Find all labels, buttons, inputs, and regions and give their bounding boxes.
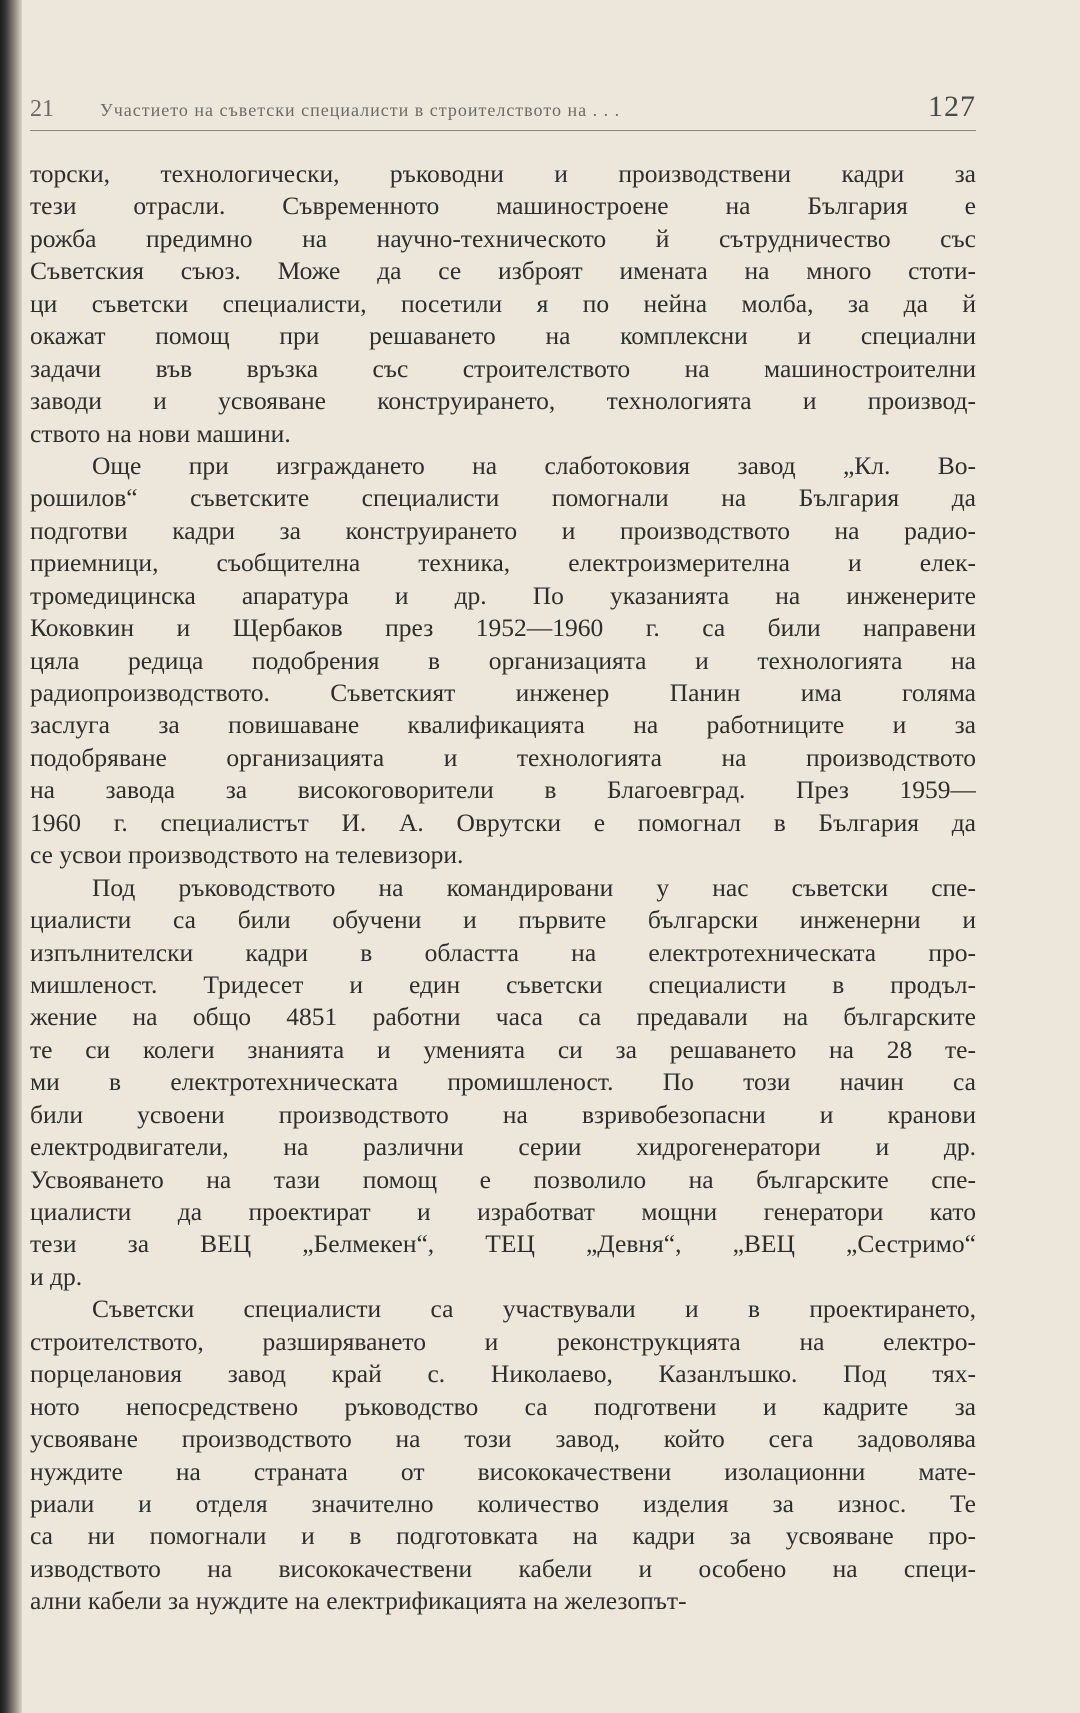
body-text [30, 158, 976, 1618]
text-line: те си колеги знанията и уменията си за решаването на 28 те- [30, 1034, 976, 1064]
text-line: рожба предимно на научно-техническото й сътрудничество със [30, 223, 976, 253]
text-line: порцелановия завод край с. Николаево, Казанлъшко. Под тях- [30, 1359, 976, 1389]
running-head [30, 90, 976, 126]
text-line: Усвояването на тази помощ е позволило на българските спе- [30, 1164, 976, 1194]
page-number: 127 [928, 90, 976, 123]
text-line: риали и отделя значително количество изделия за износ. Те [30, 1488, 976, 1518]
text-line: Още при изграждането на слаботоковия завод „Кл. Во- [92, 450, 976, 480]
paragraph [30, 450, 976, 872]
text-line: тези за ВЕЦ „Белмекен“, ТЕЦ „Девня“, „ВЕЦ „Сестримо“ [30, 1229, 976, 1259]
text-line: цяла редица подобрения в организацията и технологията на [30, 645, 976, 675]
text-line: торски, технологически, ръководни и производствени кадри за [30, 159, 976, 188]
text-line: мишленост. Тридесет и един съветски специалисти в продъл- [30, 969, 976, 999]
text-line: и др. [30, 1261, 83, 1291]
text-line: тромедицинска апаратура и др. По указанията на инженерите [30, 580, 976, 610]
running-title: Участието на съветски специалисти в строителството на . . . [100, 100, 621, 120]
paragraph [30, 158, 976, 450]
binding-edge [0, 0, 22, 1713]
text-line: усвояване производството на този завод, който сега задоволява [30, 1424, 976, 1454]
text-line: строителството, разширяването и реконструкцията на електро- [30, 1326, 976, 1356]
text-line: приемници, съобщителна техника, електроизмерителна и елек- [30, 548, 976, 578]
text-line: 1960 г. специалистът И. А. Оврутски е помогнал в България да [30, 807, 976, 837]
text-line: Под ръководството на командировани у нас съветски спе- [92, 872, 976, 902]
text-line: ци съветски специалисти, посетили я по нейна молба, за да й [30, 288, 976, 318]
text-line: тези отрасли. Съвременното машиностроене на България е [30, 191, 976, 221]
text-line: циалисти са били обучени и първите български инженерни и [30, 905, 976, 935]
text-line: Коковкин и Щербаков през 1952—1960 г. са били направени [30, 613, 976, 643]
text-line: били усвоени производството на взривобезопасни и кранови [30, 1099, 976, 1129]
text-line: рошилов“ съветските специалисти помогнали на България да [30, 483, 976, 513]
text-line: радиопроизводството. Съветският инженер Панин има голяма [30, 678, 976, 707]
text-line: ални кабели за нуждите на електрификацията на железопът- [30, 1586, 687, 1616]
header-rule [30, 130, 976, 131]
paragraph [30, 1293, 976, 1617]
text-line: заслуга за повишаване квалификацията на работниците и за [30, 710, 976, 740]
text-line: жение на общо 4851 работни часа са предавали на българските [30, 1002, 976, 1032]
text-line: електродвигатели, на различни серии хидрогенератори и др. [30, 1132, 976, 1162]
text-line: нуждите на страната от висококачествени изолационни мате- [30, 1456, 976, 1486]
book-page [30, 0, 1050, 1713]
text-line: на завода за високоговорители в Благоевград. През 1959— [30, 775, 976, 805]
text-line: ното непосредствено ръководство са подготвени и кадрите за [30, 1391, 976, 1421]
text-line: циалисти да проектират и изработват мощни генератори като [30, 1197, 976, 1226]
text-line: задачи във връзка със строителството на машиностроителни [30, 353, 976, 383]
text-line: изпълнителски кадри в областта на електротехническата про- [30, 937, 976, 967]
text-line: Съветския съюз. Може да се изброят имената на много стоти- [30, 256, 976, 286]
text-line: ми в електротехническата промишленост. По този начин са [30, 1067, 976, 1097]
text-line: се усвои производството на телевизори. [30, 840, 464, 870]
text-line: заводи и усвояване конструирането, технологията и производ- [30, 386, 976, 416]
text-line: подобряване организацията и технологията на производството [30, 742, 976, 772]
text-line: изводството на висококачествени кабели и особено на специ- [30, 1553, 976, 1583]
section-number: 21 [30, 96, 54, 122]
text-line: са ни помогнали и в подготовката на кадри за усвояване про- [30, 1521, 976, 1551]
text-line: окажат помощ при решаването на комплексни и специални [30, 321, 976, 351]
paragraph [30, 872, 976, 1294]
text-line: подготви кадри за конструирането и производството на радио- [30, 515, 976, 545]
text-line: Съветски специалисти са участвували и в проектирането, [92, 1294, 976, 1324]
text-line: ството на нови машини. [30, 418, 291, 448]
